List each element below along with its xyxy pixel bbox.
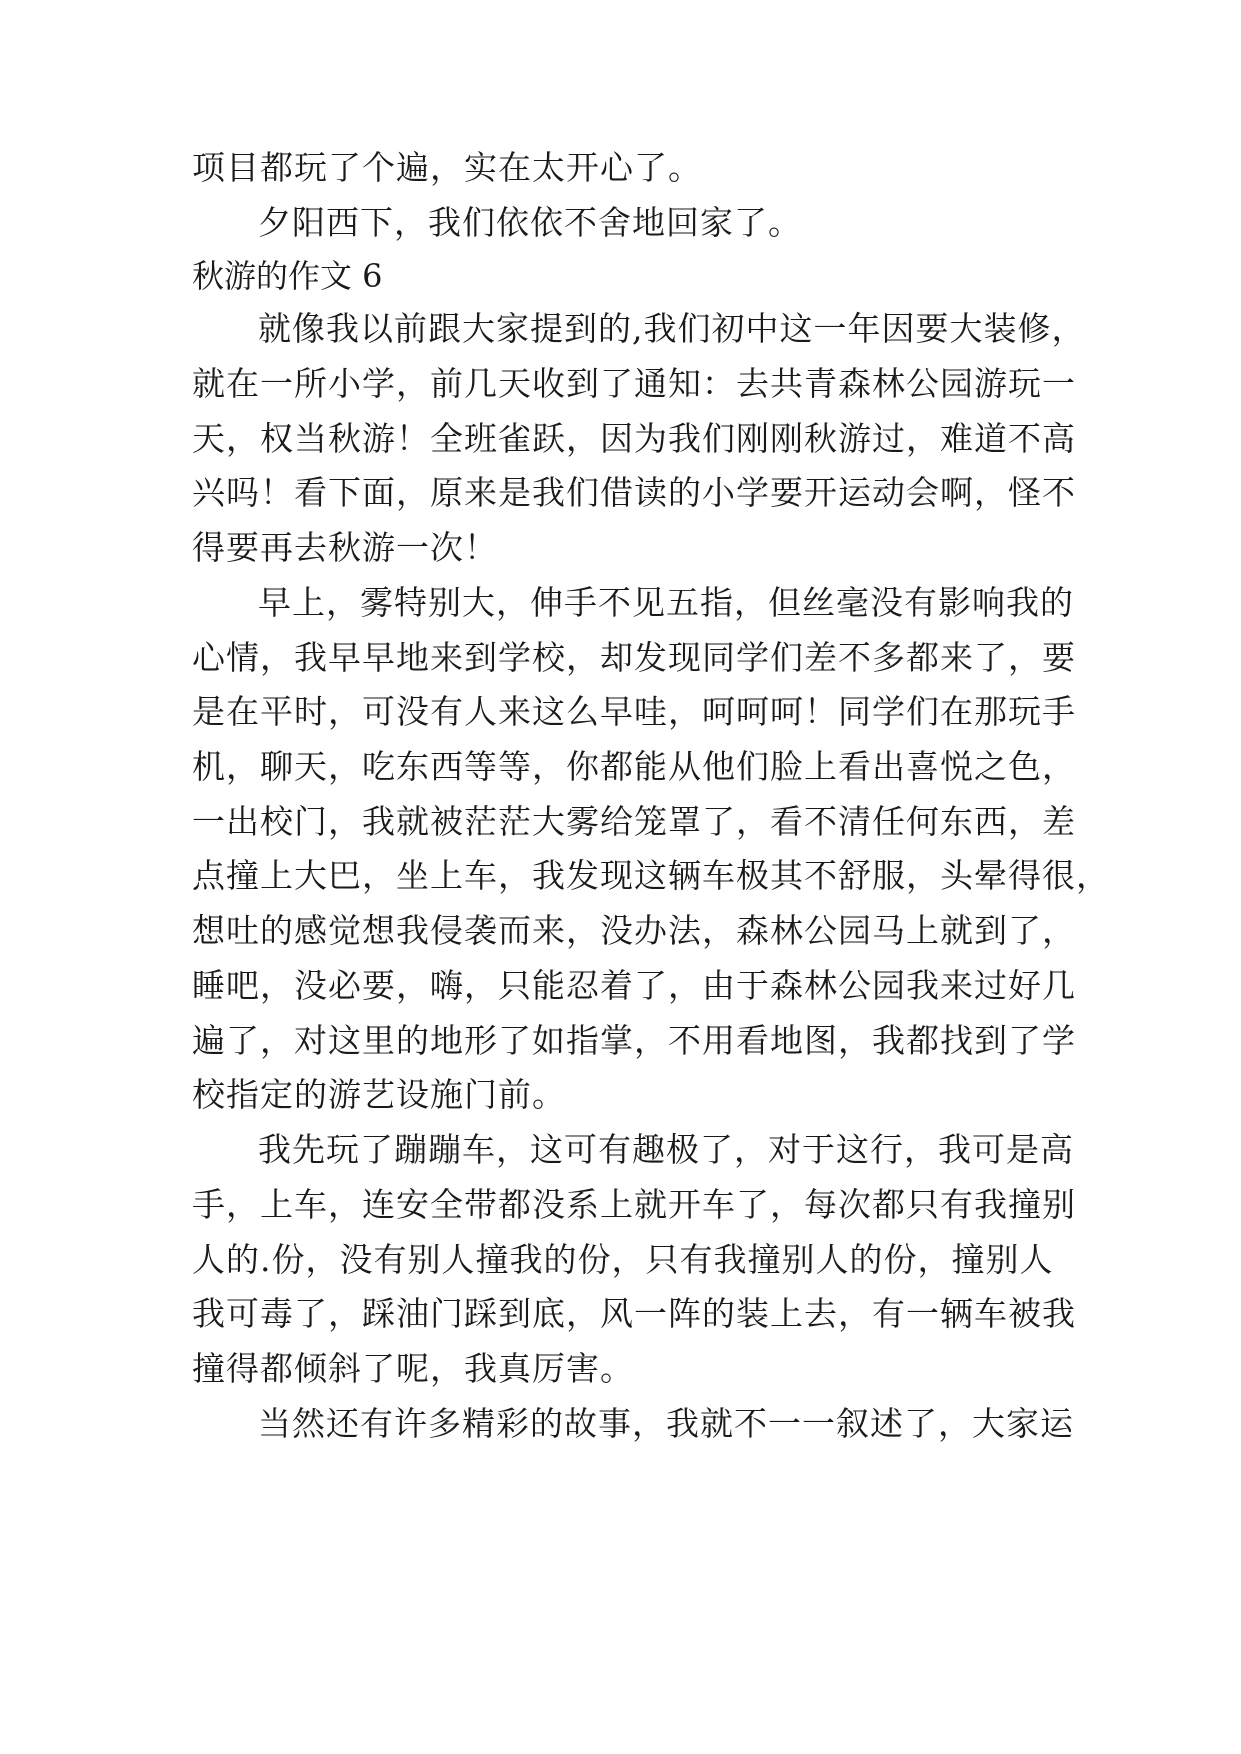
text-line-11: 是在平时，可没有人来这么早哇，呵呵呵！同学们在那玩手 — [192, 692, 1076, 731]
text-line-21: 人的.份，没有别人撞我的份，只有我撞别人的份，撞别人 — [192, 1240, 1054, 1279]
text-line-5: 就在一所小学，前几天收到了通知：去共青森林公园游玩一 — [192, 364, 1076, 403]
text-line-19: 我先玩了蹦蹦车，这可有趣极了，对于这行，我可是高 — [258, 1130, 1074, 1169]
text-line-9: 早上，雾特别大，伸手不见五指，但丝毫没有影响我的 — [258, 583, 1074, 622]
text-line-20: 手，上车，连安全带都没系上就开车了，每次都只有我撞别 — [192, 1185, 1076, 1224]
text-line-2: 夕阳西下，我们依依不舍地回家了。 — [258, 203, 802, 242]
text-line-6: 天，权当秋游！全班雀跃，因为我们刚刚秋游过，难道不高 — [192, 419, 1076, 458]
text-line-22: 我可毒了，踩油门踩到底，风一阵的装上去，有一辆车被我 — [192, 1294, 1076, 1333]
text-line-13: 一出校门，我就被茫茫大雾给笼罩了，看不清任何东西，差 — [192, 802, 1076, 841]
text-line-4: 就像我以前跟大家提到的,我们初中这一年因要大装修， — [258, 309, 1086, 348]
text-line-14: 点撞上大巴，坐上车，我发现这辆车极其不舒服，头晕得很， — [192, 856, 1110, 895]
text-line-23: 撞得都倾斜了呢，我真厉害。 — [192, 1349, 634, 1388]
text-line-1: 项目都玩了个遍，实在太开心了。 — [192, 148, 702, 187]
text-line-17: 遍了，对这里的地形了如指掌，不用看地图，我都找到了学 — [192, 1021, 1076, 1060]
text-line-16: 睡吧，没必要，嗨，只能忍着了，由于森林公园我来过好几 — [192, 966, 1076, 1005]
text-line-10: 心情，我早早地来到学校，却发现同学们差不多都来了，要 — [192, 638, 1076, 677]
text-line-12: 机，聊天，吃东西等等，你都能从他们脸上看出喜悦之色， — [192, 747, 1076, 786]
text-line-15: 想吐的感觉想我侵袭而来，没办法，森林公园马上就到了， — [192, 911, 1076, 950]
text-line-18: 校指定的游艺设施门前。 — [192, 1075, 566, 1114]
text-line-7: 兴吗！看下面，原来是我们借读的小学要开运动会啊，怪不 — [192, 473, 1076, 512]
text-line-24: 当然还有许多精彩的故事，我就不一一叙述了，大家运 — [258, 1404, 1074, 1443]
text-line-8: 得要再去秋游一次！ — [192, 528, 498, 567]
section-title: 秋游的作文 6 — [192, 257, 383, 295]
